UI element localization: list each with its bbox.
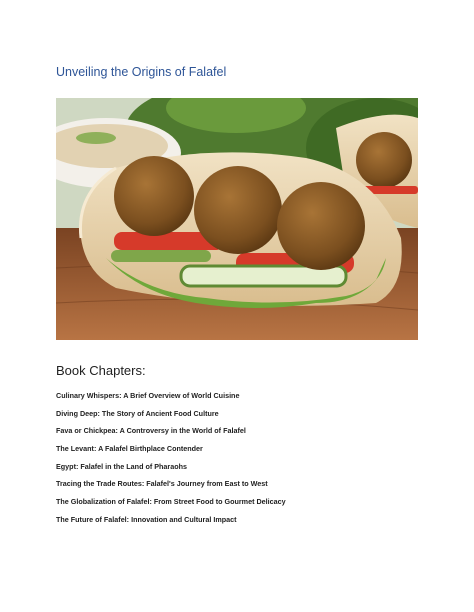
chapters-heading: Book Chapters: bbox=[56, 363, 146, 378]
chapter-item: Fava or Chickpea: A Controversy in the World of Falafel bbox=[56, 426, 246, 436]
chapter-item: The Globalization of Falafel: From Street Food to Gourmet Delicacy bbox=[56, 497, 286, 507]
chapter-item: Diving Deep: The Story of Ancient Food Culture bbox=[56, 408, 219, 418]
document-title: Unveiling the Origins of Falafel bbox=[56, 65, 227, 79]
chapter-list bbox=[56, 387, 286, 529]
falafel-pita-photo bbox=[56, 98, 418, 340]
chapter-item: Tracing the Trade Routes: Falafel's Journey from East to West bbox=[56, 479, 268, 489]
chapter-item: The Levant: A Falafel Birthplace Contender bbox=[56, 444, 203, 454]
chapter-item: Culinary Whispers: A Brief Overview of World Cuisine bbox=[56, 391, 240, 400]
chapter-item: The Future of Falafel: Innovation and Cultural Impact bbox=[56, 514, 237, 524]
chapter-item: Egypt: Falafel in the Land of Pharaohs bbox=[56, 461, 187, 471]
